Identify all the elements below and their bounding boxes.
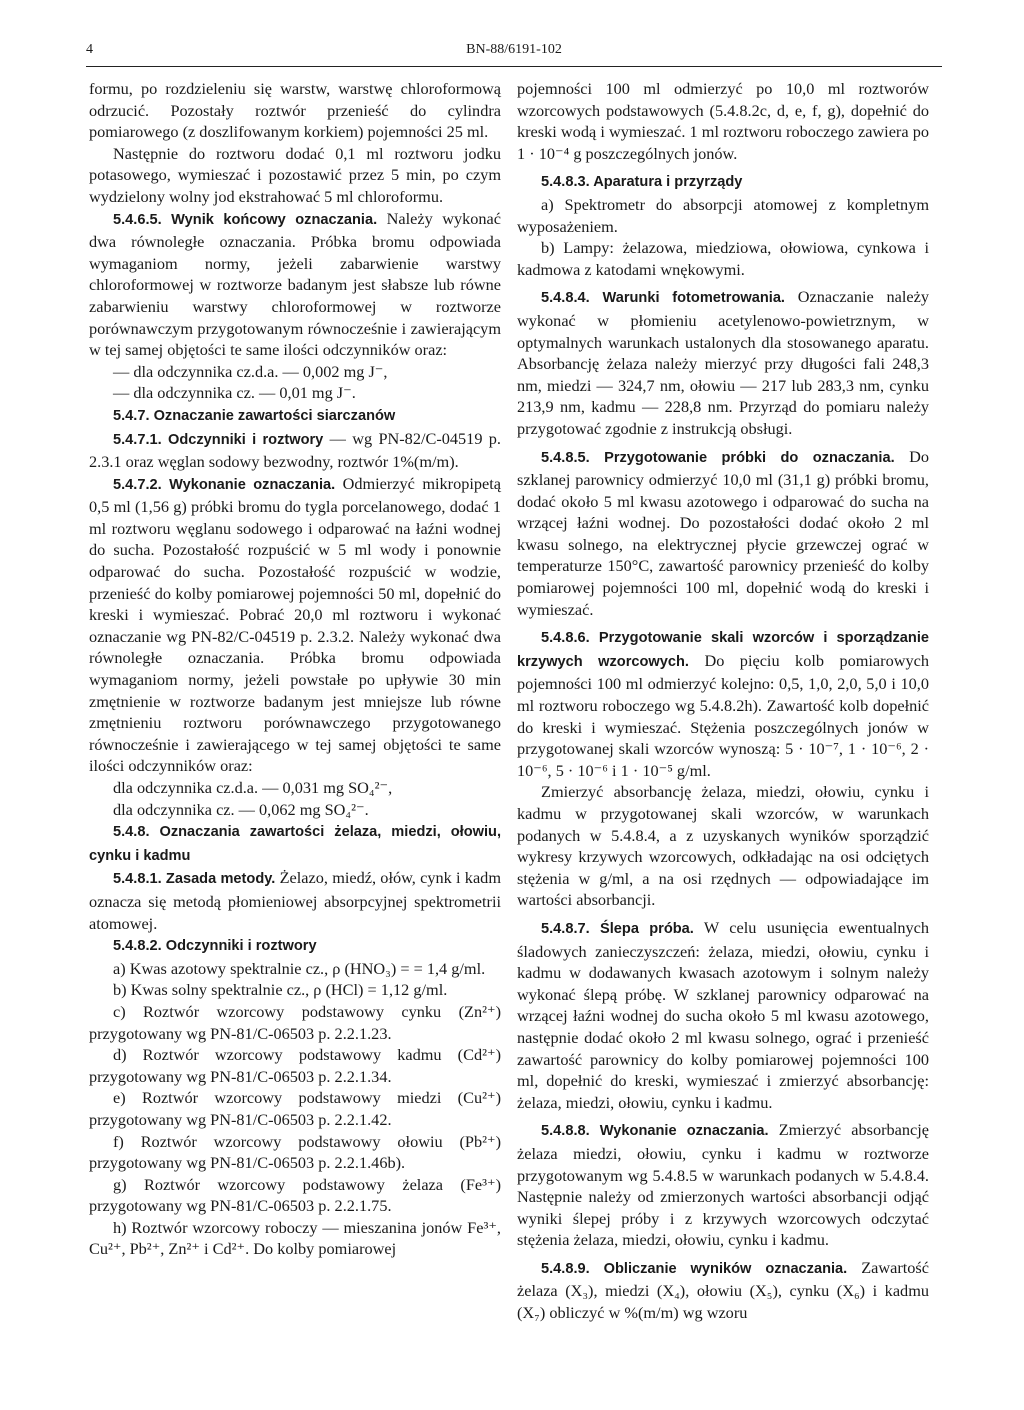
paragraph <box>89 867 501 934</box>
paragraph <box>89 934 501 958</box>
section-heading: 5.4.8.8. Wykonanie oznaczania. <box>541 1123 769 1140</box>
paragraph-text: Do pięciu kolb pomiarowych pojemności 100 ml odmierzyć kolejno: 0,5, 1,0, 2,0, 5,0 i 10,0 ml roztworu roboczego wg 5.4.8.2h). Zawartość kolb dopełnić do kreski i wymieszać. Stężenia poszczególnych jonów w przygotowanej skali wzorców wynoszą: 5 · 10⁻⁷, 1 · 10⁻⁶, 2 · 10⁻⁶, 5 · 10⁻⁶ i 1 · 10⁻⁵ g/ml. <box>517 650 929 780</box>
paragraph <box>89 1131 501 1174</box>
document-code: BN-88/6191-102 <box>466 42 562 57</box>
paragraph <box>517 78 929 164</box>
section-heading: 5.4.8.3. Aparatura i przyrządy <box>541 174 743 191</box>
paragraph-text: Zmierzyć absorbancję żelaza, miedzi, ołowiu, cynku i kadmu w przygotowanej skali wzorców, w warunkach podanych w 5.4.8.4, a z uzyskanych wyników sporządzić wykresy krzywych wzorcowych, odkładając na osi odciętych stężenia w g/ml, a na osi rzędnych — odpowiadające im wartości absorbancji. <box>517 782 929 910</box>
paragraph <box>89 143 501 208</box>
section-heading: 5.4.8.7. Ślepa próba. <box>541 920 694 937</box>
paragraph <box>517 626 929 781</box>
page-number: 4 <box>86 42 93 57</box>
paragraph-text: Żelazo, miedź, ołów, cynk i kadm oznacza się metodą płomieniowej absorpcyjnej spektrometrii atomowej. <box>89 868 501 933</box>
paragraph-text: — dla odczynnika cz. — 0,01 mg J⁻. <box>113 383 356 403</box>
paragraph <box>517 1119 929 1251</box>
paragraph <box>89 1001 501 1044</box>
section-heading: 5.4.8.1. Zasada metody. <box>113 871 276 888</box>
paragraph-text: pojemności 100 ml odmierzyć po 10,0 ml roztworów wzorcowych podstawowych (5.4.8.2c, d, e, f, g), dopełnić do kreski wodą i wymieszać. 1 ml roztworu roboczego zawiera po 1 · 10⁻⁴ g poszczególnych jonów. <box>517 79 929 163</box>
paragraph-text: Zmierzyć absorbancję żelaza miedzi, ołowiu, cynku i kadmu w roztworze przygotowanym wg 5.4.8.5 w warunkach podanych w 5.4.8.4. Następnie należy od zmierzonych wartości absorbancji odjąć wyniki ślepej próby i z krzywych wzorcowych odczytać stężenia żelaza, miedzi, ołowiu, cynku i kadmu. <box>517 1120 929 1250</box>
paragraph <box>89 1044 501 1087</box>
left-text-column <box>89 78 501 1260</box>
paragraph <box>89 361 501 383</box>
page-header <box>86 36 942 67</box>
paragraph-text: b) Lampy: żelazowa, miedziowa, ołowiowa, cynkowa i kadmowa z katodami wnękowymi. <box>517 238 929 279</box>
paragraph <box>517 286 929 439</box>
paragraph-text: f) Roztwór wzorcowy podstawowy ołowiu (Pb²⁺) przygotowany wg PN-81/C-06503 p. 2.2.1.46b). <box>89 1131 501 1173</box>
paragraph <box>89 777 501 799</box>
paragraph <box>89 1174 501 1217</box>
paragraph <box>89 979 501 1001</box>
paragraph-text: Odmierzyć mikropipetą 0,5 ml (1,56 g) próbki bromu do tygla porcelanowego, dodać 1 ml roztworu węglanu sodowego i odparować na łaźni wodnej do sucha. Pozostałość rozpuścić w 5 ml wody i ponownie odparować do sucha. Pozostałość rozpuścić w wodzie, przenieść do kolby pomiarowej pojemności 50 ml, dopełnić do kreski i wymieszać. Pobrać 20,0 ml roztworu i wykonać oznaczanie wg PN-82/C-04519 p. 2.3.2. Należy wykonać dwa równoległe oznaczania. Próbka bromu odpowiada wymaganiom normy, jeżeli powstałe po upływie 30 min zmętnienie w roztworze badanym jest mniejsze lub równe zmętnieniu roztworu porównawczego przygotowanego równocześnie i zawierającego w tej samej objętości te same ilości odczynników oraz: <box>89 473 501 776</box>
paragraph-text: h) Roztwór wzorcowy roboczy — mieszanina jonów Fe³⁺, Cu²⁺, Pb²⁺, Zn²⁺ i Cd²⁺. Do kolby pomiarowej <box>89 1217 501 1259</box>
paragraph <box>89 382 501 404</box>
paragraph <box>89 1217 501 1260</box>
section-heading: 5.4.8. Oznaczania zawartości żelaza, miedzi, ołowiu, cynku i kadmu <box>89 824 501 864</box>
paragraph-text: — dla odczynnika cz.d.a. — 0,002 mg J⁻, <box>113 361 388 381</box>
section-heading: 5.4.8.9. Obliczanie wyników oznaczania. <box>541 1260 848 1277</box>
paragraph <box>89 404 501 428</box>
paragraph-text: Następnie do roztworu dodać 0,1 ml roztworu jodku potasowego, wymieszać i pozostawić przez 5 min, po czym wydzielony wolny jod ekstrahować 5 ml chloroformu. <box>89 143 501 206</box>
paragraph <box>517 781 929 911</box>
paragraph-text: W celu usunięcia ewentualnych śladowych zanieczyszczeń: żelaza, miedzi, ołowiu, cynku i kadmu w dodawanych kwasach azotowym i solnym należy wykonać ślepą próbę. W szklanej parownicy odparować na wrzącej łaźni wodnej do sucha około 5 ml kwasu azotowego, następnie dodać około 2 ml kwasu solnego, ograć i przenieść zawartość parownicy do kolby pomiarowej pojemności 100 ml, dopełnić do kreski, wymieszać i zmierzyć absorbancję: żelaza, miedzi, ołowiu, cynku i kadmu. <box>517 917 929 1112</box>
paragraph-text: a) Kwas azotowy spektralnie cz., ρ (HNO₃) = = 1,4 g/ml. <box>113 958 486 978</box>
paragraph-text: e) Roztwór wzorcowy podstawowy miedzi (Cu²⁺) przygotowany wg PN-81/C-06503 p. 2.2.1.42. <box>89 1088 501 1129</box>
paragraph <box>89 428 501 473</box>
paragraph-text: b) Kwas solny spektralnie cz., ρ (HCl) = 1,12 g/ml. <box>113 980 448 1000</box>
paragraph-text: Należy wykonać dwa równoległe oznaczania. Próbka bromu odpowiada wymaganiom normy, jeżeli zabarwienie warstwy chloroformowej w roztworze badanym jest słabsze lub równe zabarwieniu warstwy chloroformowej w roztworze porównawczym przygotowanym równocześnie i zawierającym w tej samej objętości te same ilości odczynników oraz: <box>89 208 501 360</box>
section-heading: 5.4.6.5. Wynik końcowy oznaczania. <box>113 211 378 228</box>
paragraph <box>89 958 501 980</box>
paragraph-text: dla odczynnika cz. — 0,062 mg SO₄²⁻. <box>113 799 369 819</box>
paragraph <box>517 917 929 1113</box>
paragraph-text: Oznaczanie należy wykonać w płomieniu acetylenowo-powietrznym, w optymalnych warunkach ustalonych dla stosowanego aparatu. Absorbancję żelaza należy mierzyć przy długości fali 248,3 nm, miedzi — 324,7 nm, ołowiu — 217 lub 283,3 nm, cynku 213,9 nm, kadmu — 228,8 nm. Przyrząd do pomiaru należy przygotować zgodnie z instrukcją obsługi. <box>517 287 930 438</box>
paragraph <box>517 170 929 194</box>
section-heading: 5.4.8.5. Przygotowanie próbki do oznaczania. <box>541 449 895 466</box>
paragraph <box>89 1087 501 1130</box>
paragraph <box>517 194 929 237</box>
section-heading: 5.4.8.6. Przygotowanie skali wzorców i sporządzanie krzywych wzorcowych. <box>517 630 929 670</box>
paragraph-text: g) Roztwór wzorcowy podstawowy żelaza (Fe³⁺) przygotowany wg PN-81/C-06503 p. 2.2.1.75. <box>89 1174 501 1216</box>
right-text-column <box>517 78 929 1324</box>
paragraph-text: a) Spektrometr do absorpcji atomowej z kompletnym wyposażeniem. <box>517 194 929 236</box>
paragraph <box>89 473 501 777</box>
paragraph-text: formu, po rozdzieleniu się warstw, warstwę chloroformową odrzucić. Pozostały roztwór przenieść do cylindra pomiarowego (z doszlifowanym korkiem) pojemności 25 ml. <box>89 79 501 142</box>
paragraph-text: Do szklanej parownicy odmierzyć 10,0 ml (31,1 g) próbki bromu, dodać około 5 ml kwasu azotowego i odparować do sucha na wrzącej łaźni wodnej. Do pozostałości dodać około 2 ml kwasu solnego, na elektrycznej płycie grzewczej ograć w temperaturze 150°C, zawartość parownicy przenieść do kolby pomiarowej pojemności 100 ml, dopełnić wodą do kreski i wymieszać. <box>517 446 929 619</box>
paragraph-text: — wg PN-82/C-04519 p. 2.3.1 oraz węglan sodowy bezwodny, roztwór 1%(m/m). <box>89 428 501 472</box>
paragraph <box>89 799 501 821</box>
paragraph <box>89 78 501 143</box>
paragraph <box>517 237 929 280</box>
section-heading: 5.4.7.1. Odczynniki i roztwory <box>113 431 324 448</box>
section-heading: 5.4.8.4. Warunki fotometrowania. <box>541 290 785 307</box>
paragraph <box>517 1257 929 1324</box>
paragraph-text: dla odczynnika cz.d.a. — 0,031 mg SO₄²⁻, <box>113 778 393 797</box>
paragraph-text: c) Roztwór wzorcowy podstawowy cynku (Zn²⁺) przygotowany wg PN-81/C-06503 p. 2.2.1.23. <box>89 1001 501 1043</box>
section-heading: 5.4.8.2. Odczynniki i roztwory <box>113 938 317 955</box>
paragraph <box>89 208 501 361</box>
paragraph <box>89 820 501 867</box>
paragraph-text: Zawartość żelaza (X₃), miedzi (X₄), ołowiu (X₅), cynku (X₆) i kadmu (X₇) obliczyć w %(m/m) wg wzoru <box>517 1257 929 1323</box>
section-heading: 5.4.7. Oznaczanie zawartości siarczanów <box>113 407 396 424</box>
paragraph-text: d) Roztwór wzorcowy podstawowy kadmu (Cd²⁺) przygotowany wg PN-81/C-06503 p. 2.2.1.34. <box>89 1045 501 1086</box>
section-heading: 5.4.7.2. Wykonanie oznaczania. <box>113 476 336 493</box>
paragraph <box>517 446 929 621</box>
